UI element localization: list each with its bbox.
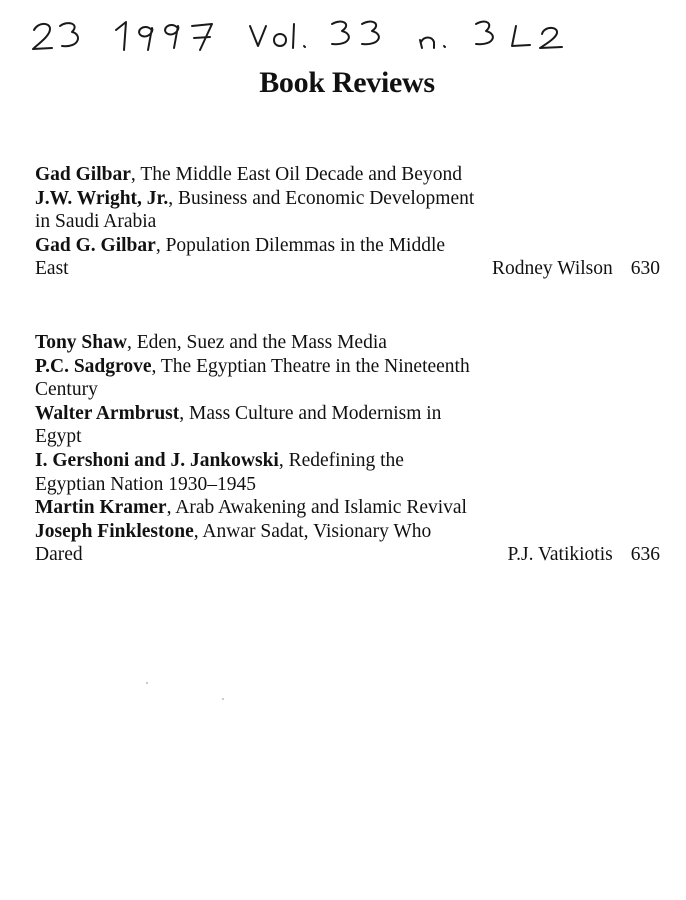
review-group [35,163,660,281]
book-author: Gad Gilbar [35,164,131,185]
book-title: Business and Economic Development in Saudi Arabia [35,187,475,233]
book-title: Mass Culture and Modernism in Egypt [35,402,442,448]
page-number: 636 [630,544,660,566]
book-author: J.W. Wright, Jr. [35,187,169,209]
book-author: I. Gershoni and J. Jankowski [35,449,279,471]
book-title: The Middle East Oil Decade and Beyond [140,164,462,185]
book-author: Martin Kramer [35,497,167,519]
book-author: Joseph Finklestone [35,520,194,542]
book-title: Arab Awakening and Islamic Revival [175,497,467,519]
book-entry: I. Gershoni and J. Jankowski, Redefining the Egyptian Nation 1930–1945 [35,449,404,495]
book-title: Eden, Suez and the Mass Media [136,332,387,353]
book-title: Population Dilemmas in the Middle East [35,234,446,280]
book-author: P.C. Sadgrove [35,355,152,377]
book-author: Tony Shaw [35,332,127,353]
scan-speck [146,682,148,684]
book-list [35,163,475,281]
handwritten-annotation [30,16,590,58]
page-title: Book Reviews [259,66,435,99]
reviewer-line [507,543,660,567]
book-entry: Martin Kramer, Arab Awakening and Islamic Revival [35,497,467,519]
book-entry: Joseph Finklestone, Anwar Sadat, Visionary Who Dared [35,520,432,566]
book-entry: Walter Armbrust, Mass Culture and Modernism in Egypt [35,402,442,448]
reviewer-name: Rodney Wilson [492,258,613,280]
book-entry: Tony Shaw, Eden, Suez and the Mass Media [35,332,387,353]
review-group [35,331,660,567]
book-entry: P.C. Sadgrove, The Egyptian Theatre in the Nineteenth Century [35,355,470,401]
scan-speck [222,698,224,700]
book-author: Walter Armbrust [35,402,180,424]
book-title: Redefining the Egyptian Nation 1930–1945 [35,449,404,495]
book-entry: J.W. Wright, Jr., Business and Economic Development in Saudi Arabia [35,187,475,233]
book-title: Anwar Sadat, Visionary Who Dared [35,520,432,566]
book-list [35,331,475,567]
book-title: The Egyptian Theatre in the Nineteenth Century [35,355,470,401]
reviewer-name: P.J. Vatikiotis [507,544,613,566]
reviewer-line [492,257,660,281]
page-number: 630 [630,258,660,280]
book-entry: Gad G. Gilbar, Population Dilemmas in the Middle East [35,234,446,280]
book-entry: Gad Gilbar, The Middle East Oil Decade and Beyond [35,164,462,185]
book-author: Gad G. Gilbar [35,234,156,256]
